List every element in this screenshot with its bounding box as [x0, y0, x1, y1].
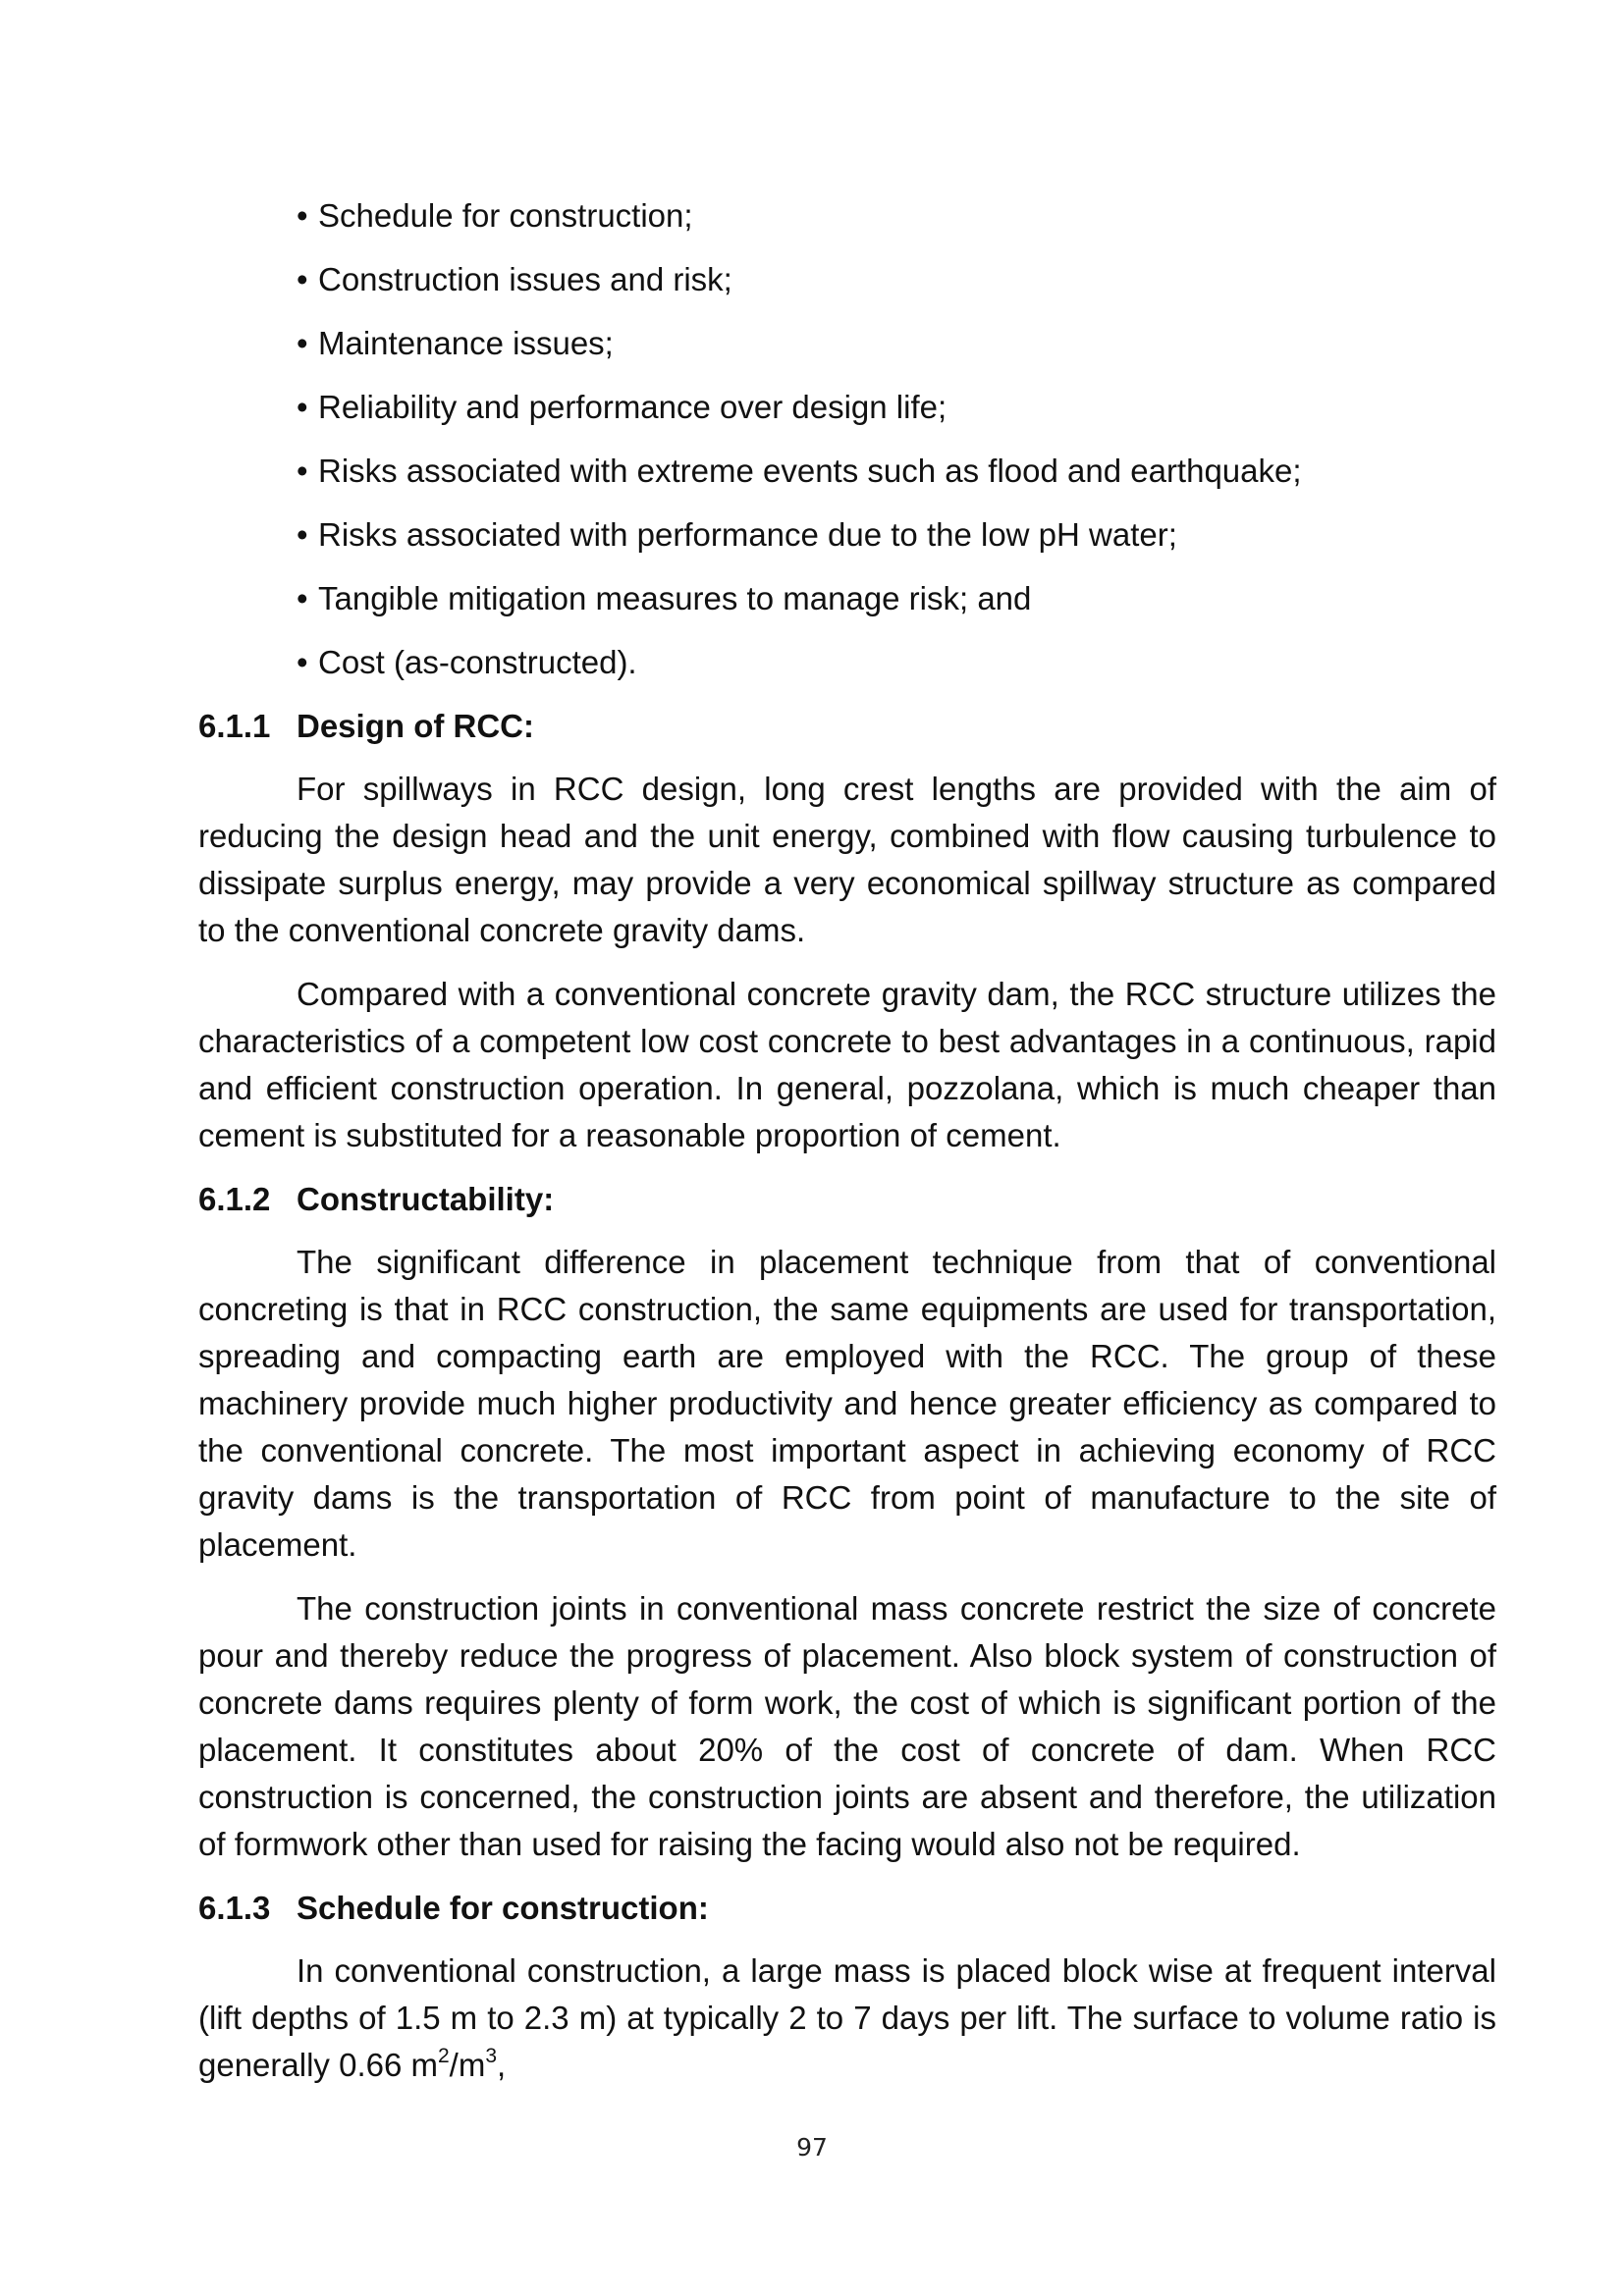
list-item — [297, 320, 1496, 367]
section-title: Constructability: — [297, 1181, 555, 1217]
list-item-text: Schedule for construction; — [318, 197, 693, 234]
section-heading-design-of-rcc — [198, 703, 1496, 750]
list-item — [297, 575, 1496, 622]
list-item-text: Construction issues and risk; — [318, 261, 732, 297]
list-item — [297, 639, 1496, 686]
section-title: Schedule for construction: — [297, 1890, 709, 1926]
section-title: Design of RCC: — [297, 708, 534, 744]
bullet-glyph: • — [297, 261, 308, 297]
list-item-text: Maintenance issues; — [318, 325, 614, 361]
bullet-glyph: • — [297, 644, 308, 680]
section-number: 6.1.3 — [198, 1890, 271, 1926]
paragraph-text: In conventional construction, a large mass is placed block wise at frequent interval (lift depths of 1.5 m to 2.3 m) at typically 2 to 7 days per lift. The surface to volume ratio is generally 0.66 m — [198, 1952, 1496, 2083]
section-number: 6.1.1 — [198, 708, 271, 744]
bullet-glyph: • — [297, 516, 308, 553]
bullet-glyph: • — [297, 580, 308, 616]
superscript: 3 — [485, 2045, 498, 2067]
bullet-glyph: • — [297, 453, 308, 489]
list-item-text: Risks associated with extreme events such as flood and earthquake; — [318, 453, 1302, 489]
paragraph: The construction joints in conventional mass concrete restrict the size of concrete pour and thereby reduce the progress of placement. Also block system of construction of concrete dams requires plenty of form work, the cost of which is significant portion of the placement. It constitutes about 20% of the cost of concrete of dam. When RCC construction is concerned, the construction joints are absent and therefore, the utilization of formwork other than used for raising the facing would also not be required. — [198, 1590, 1496, 1862]
list-item-text: Reliability and performance over design life; — [318, 389, 947, 425]
list-item — [297, 192, 1496, 240]
paragraph: The significant difference in placement technique from that of conventional concreting is that in RCC construction, the same equipments are used for transportation, spreading and compacting earth are employed with the RCC. The group of these machinery provide much higher productivity and hence greater efficiency as compared to the conventional concrete. The most important aspect in achieving economy of RCC gravity dams is the transportation of RCC from point of manufacture to the site of placement. — [198, 1244, 1496, 1563]
page-number: 97 — [796, 2133, 828, 2162]
paragraph: For spillways in RCC design, long crest lengths are provided with the aim of reducing the design head and the unit energy, combined with flow causing turbulence to dissipate surplus energy, may provide a very economical spillway structure as compared to the conventional concrete gravity dams. — [198, 771, 1496, 948]
list-item — [297, 384, 1496, 431]
paragraph: Compared with a conventional concrete gravity dam, the RCC structure utilizes the characteristics of a competent low cost concrete to best advantages in a continuous, rapid and efficient construction operation. In general, pozzolana, which is much cheaper than cement is substituted for a reasonable proportion of cement. — [198, 976, 1496, 1153]
unit-text: /m — [449, 2047, 486, 2083]
list-item-text: Risks associated with performance due to the low pH water; — [318, 516, 1177, 553]
superscript: 2 — [437, 2045, 450, 2067]
bullet-list — [198, 192, 1496, 686]
bullet-glyph: • — [297, 197, 308, 234]
section-heading-schedule-for-construction — [198, 1885, 1496, 1932]
list-item — [297, 448, 1496, 495]
list-item — [297, 256, 1496, 303]
bullet-glyph: • — [297, 325, 308, 361]
bullet-glyph: • — [297, 389, 308, 425]
paragraph — [198, 1948, 1496, 2089]
page-content — [198, 192, 1496, 2106]
list-item-text: Cost (as-constructed). — [318, 644, 637, 680]
section-heading-constructability — [198, 1176, 1496, 1223]
section-number: 6.1.2 — [198, 1181, 271, 1217]
list-item-text: Tangible mitigation measures to manage risk; and — [318, 580, 1032, 616]
list-item — [297, 511, 1496, 559]
punctuation: , — [497, 2047, 507, 2083]
